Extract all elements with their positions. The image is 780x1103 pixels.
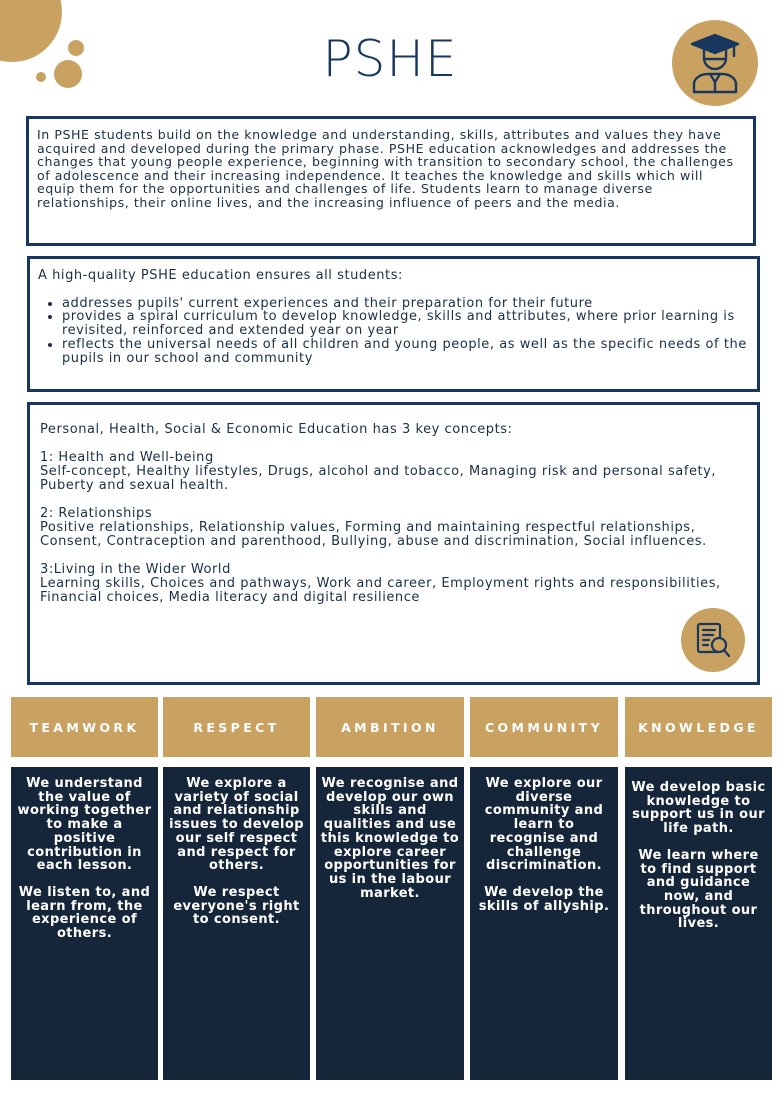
quality-lead: A high-quality PSHE education ensures all students: — [38, 268, 403, 283]
graduate-icon — [672, 20, 758, 106]
concept-wider-world — [40, 563, 747, 605]
concepts-lead: Personal, Health, Social & Economic Education has 3 key concepts: — [40, 422, 513, 437]
concept-text: Learning skills, Choices and pathways, Work and career, Employment rights and responsibilities, Financial choices, Media literacy and digital resilience — [40, 576, 721, 605]
value-header-respect: RESPECT — [163, 697, 310, 757]
value-paragraph: We understand the value of working together to make a positive contribution in each lesson. — [17, 776, 152, 874]
value-body-teamwork — [11, 767, 158, 1080]
value-paragraph: We explore our diverse community and learn to recognise and challenge discrimination. — [484, 776, 604, 874]
value-paragraph: We respect everyone's right to consent. — [173, 884, 300, 928]
concept-text: Self-concept, Healthy lifestyles, Drugs, alcohol and tobacco, Managing risk and personal safety, Puberty and sexual health. — [40, 464, 717, 493]
list-item: • provides a spiral curriculum to develop knowledge, skills and attributes, where prior learning is revisited, reinforced and extended year on year — [62, 310, 749, 337]
value-paragraph: We develop basic knowledge to support us in our life path. — [631, 780, 766, 837]
intro-text: In PSHE students build on the knowledge and understanding, skills, attributes and values they have acquired and developed during the primary phase. PSHE education acknowledges and addresses the changes that young people experience, beginning with transition to secondary school, the challenges of adolescence and their increasing independence. It teaches the knowledge and skills which will equip them for the opportunities and challenges of life. Students learn to manage diverse relationships, their online lives, and the increasing influence of peers and the media. — [37, 127, 734, 210]
concepts-panel — [27, 402, 760, 685]
value-paragraph: We explore a variety of social and relationship issues to develop our self respect and respect for others. — [169, 776, 304, 874]
list-item: • addresses pupils' current experiences and their preparation for their future — [62, 297, 749, 311]
value-header-teamwork: TEAMWORK — [11, 697, 158, 757]
value-header-knowledge: KNOWLEDGE — [625, 697, 772, 757]
concept-heading: 2: Relationships — [40, 506, 153, 521]
concept-health — [40, 451, 747, 493]
value-paragraph: We develop the skills of allyship. — [478, 884, 610, 914]
concept-heading: 1: Health and Well-being — [40, 450, 214, 465]
value-paragraph: We recognise and develop our own skills and qualities and use this knowledge to explore career opportunities for us in the labour market. — [320, 776, 460, 901]
concept-text: Positive relationships, Relationship values, Forming and maintaining respectful relationships, Consent, Contraception and parenthood, Bullying, abuse and discrimination, Social influences. — [40, 520, 707, 549]
document-search-icon — [681, 608, 745, 672]
concept-heading: 3:Living in the Wider World — [40, 562, 231, 577]
value-paragraph: We listen to, and learn from, the experience of others. — [18, 884, 151, 942]
concept-relationships — [40, 507, 747, 549]
value-body-community — [470, 767, 618, 1080]
value-header-community: COMMUNITY — [470, 697, 618, 757]
quality-panel — [27, 256, 760, 392]
value-paragraph: We learn where to find support and guidance now, and throughout our lives. — [638, 847, 759, 932]
value-body-knowledge — [625, 767, 772, 1080]
value-body-respect — [163, 767, 310, 1080]
list-item: • reflects the universal needs of all children and young people, as well as the specific needs of the pupils in our school and community — [62, 338, 749, 365]
page-title: PSHE — [322, 30, 458, 88]
quality-list — [38, 297, 749, 366]
value-header-ambition: AMBITION — [316, 697, 464, 757]
intro-panel — [26, 116, 756, 246]
value-body-ambition — [316, 767, 464, 1080]
